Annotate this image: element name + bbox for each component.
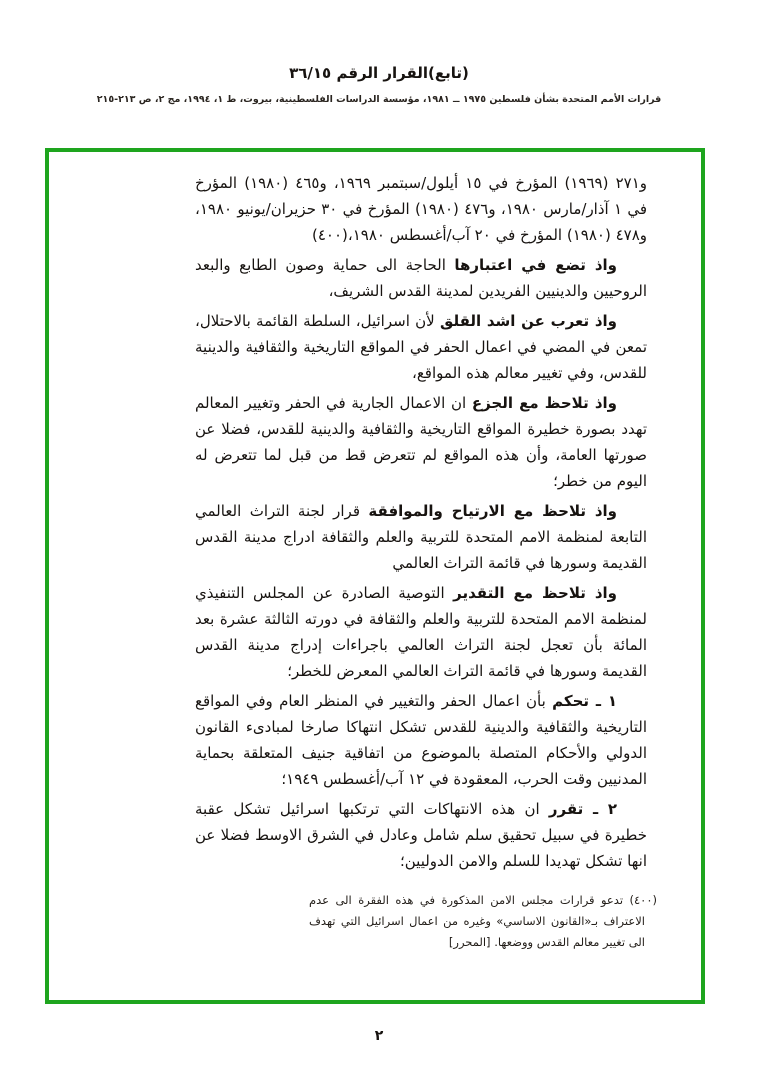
resolution-paragraph — [195, 688, 647, 792]
paragraph-text: ان الاعمال الجارية في الحفر وتغيير المعالم تهدد بصورة خطيرة المواقع التاريخية والثقافية والدينية للقدس، فضلا عن صورتها العامة، وأن هذه المواقع لم تتعرض قط من قبل لما تتعرض له اليوم من خطر؛ — [195, 394, 647, 490]
resolution-paragraph — [195, 308, 647, 386]
resolution-body — [49, 152, 701, 874]
resolution-paragraph — [195, 170, 647, 248]
paragraph-text: قرار لجنة التراث العالمي التابعة لمنظمة الامم المتحدة للتربية والعلم والثقافة ادراج مدينة القدس القديمة وسورها في قائمة التراث العالمي — [195, 502, 647, 572]
paragraph-text: بأن اعمال الحفر والتغيير في المنظر العام وفي المواقع التاريخية والثقافية والدينية للقدس تشكل انتهاكا صارخا لمبادىء القانون الدولي والأحكام المتصلة بالموضوع من اتفاقية جنيف المتعلقة بحماية المدنيين وقت الحرب، المعقودة في ١٢ آب/أغسطس ١٩٤٩؛ — [195, 692, 647, 788]
footnote: (٤٠٠) تدعو قرارات مجلس الامن المذكورة في هذه الفقرة الى عدم الاعتراف بـ«القانون الاساسي» وغيره من اعمال اسرائيل التي تهدف الى تغيير معالم القدس ووضعها. [المحرر] — [309, 893, 657, 949]
paragraph-text: لأن اسرائيل، السلطة القائمة بالاحتلال، تمعن في المضي في اعمال الحفر في المواقع التاريخية والثقافية والدينية للقدس، وفي تغيير معالم هذه المواقع، — [195, 312, 647, 382]
page-number: ٢ — [374, 1028, 384, 1044]
page-header — [0, 0, 758, 105]
paragraph-lead: ١ ـ تحكم — [552, 692, 618, 710]
resolution-paragraph — [195, 796, 647, 874]
source-citation: قرارات الأمم المتحدة بشأن فلسطين ١٩٧٥ ــ ١٩٨١، مؤسسة الدراسات الفلسطينية، بيروت، ط ١، ١٩٩٤، مج ٢، ص ٢١٣-٢١٥ — [96, 94, 662, 105]
green-frame — [45, 148, 705, 1004]
resolution-title: (تابع)القرار الرقم ٣٦/١٥ — [289, 64, 469, 82]
paragraph-lead: ٢ ـ تقرر — [548, 800, 617, 818]
resolution-paragraph — [195, 252, 647, 304]
paragraph-lead: واذ تلاحظ مع الارتياح والموافقة — [368, 502, 617, 520]
resolution-paragraph — [195, 580, 647, 684]
paragraph-lead: واذ تضع في اعتبارها — [454, 256, 617, 274]
paragraph-text: الحاجة الى حماية وصون الطابع والبعد الروحيين والدينيين الفريدين لمدينة القدس الشريف، — [195, 256, 647, 300]
paragraph-lead: واذ تعرب عن اشد القلق — [439, 312, 618, 330]
paragraph-lead: واذ تلاحظ مع الجزع — [471, 394, 617, 412]
paragraph-lead: واذ تلاحظ مع التقدير — [453, 584, 618, 602]
resolution-paragraph — [195, 390, 647, 494]
paragraph-text: و٢٧١ (١٩٦٩) المؤرخ في ١٥ أيلول/سبتمبر ١٩٦٩، و٤٦٥ (١٩٨٠) المؤرخ في ١ آذار/مارس ١٩٨٠، و٤٧٦ (١٩٨٠) المؤرخ في ٣٠ حزيران/يونيو ١٩٨٠، و٤٧٨ (١٩٨٠) المؤرخ في ٢٠ آب/أغسطس ١٩٨٠،(٤٠٠) — [195, 174, 648, 244]
resolution-paragraph — [195, 498, 647, 576]
paragraph-text: ان هذه الانتهاكات التي ترتكبها اسرائيل تشكل عقبة خطيرة في سبيل تحقيق سلم شامل وعادل في الشرق الاوسط فضلا عن انها تشكل تهديدا للسلم والامن الدوليين؛ — [195, 800, 647, 870]
paragraph-text: التوصية الصادرة عن المجلس التنفيذي لمنظمة الامم المتحدة للتربية والعلم والثقافة في دورته الثالثة عشرة بعد المائة بأن تعجل لجنة التراث العالمي باجراءات إدراج مدينة القدس القديمة وسورها في قائمة التراث العالمي المعرض للخطر؛ — [195, 584, 647, 680]
